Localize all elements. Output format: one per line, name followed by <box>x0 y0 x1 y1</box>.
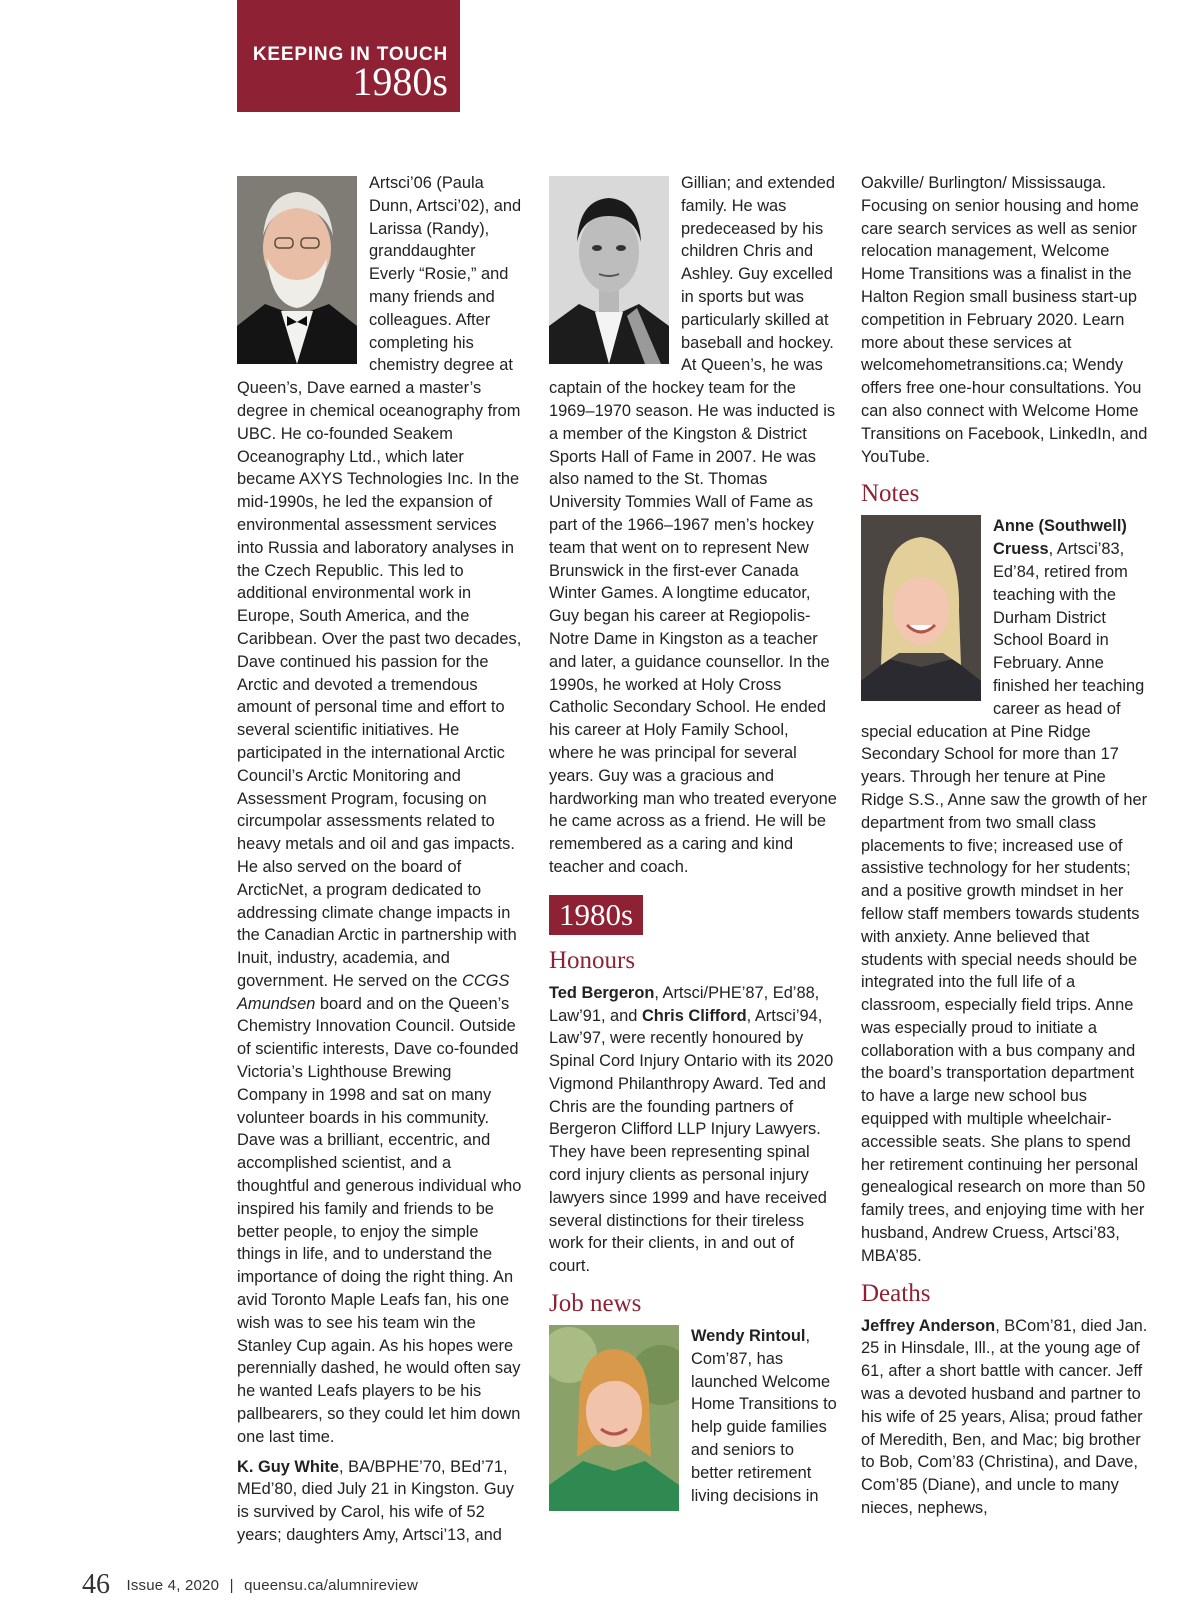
honoree-name-2: Chris Clifford <box>641 1006 747 1025</box>
job-news-heading: Job news <box>549 1290 642 1318</box>
notes-heading: Notes <box>861 480 920 508</box>
honours-text-1: , Artsci/PHE’87, Ed’88, Law’91, and <box>549 983 820 1025</box>
footer-url[interactable]: queensu.ca/alumnireview <box>244 1577 419 1594</box>
column-1 <box>237 172 525 1547</box>
obit-name-guy-white: K. Guy White <box>237 1457 339 1476</box>
column-2 <box>549 172 837 1513</box>
decade-title: 1980s <box>352 59 448 104</box>
guy-white-text-cont: Gillian; and extended family. He was predeceased by his children Chris and Ashley. Guy excelled in sports but was particularly skilled at baseball and hockey. At Queen’s, he was captain of the hockey team for the 1969–1970 season. He was inducted is a member of the Kingston & District Sports Hall of Fame in 2007. He was also named to the St. Thomas University Tommies Wall of Fame as part of the 1966–1967 men’s hockey team that went on to represent New Brunswick in the first-ever Canada Winter Games. A longtime educator, Guy began his career at Regiopolis-Notre Dame in Kingston as a teacher and later, a guidance counsellor. In the 1990s, he worked at Holy Cross Catholic Secondary School. He ended his career at Holy Family School, where he was principal for several years. Guy was a gracious and hardworking man who treated everyone he came across as a friend. He will be remembered as a caring and kind teacher and coach. <box>549 174 837 876</box>
photo-anne-cruess <box>861 515 981 701</box>
dave-bio-text: Artsci’06 (Paula Dunn, Artsci’02), and Larissa (Randy), granddaughter Everly “Rosie,” and many friends and colleagues. After completing his chemistry degree at Queen’s, Dave earned a master’s degree in chemical oceanography from UBC. He co-founded Seakem Oceanography Ltd., which later became AXYS Technologies Inc. In the mid-1990s, he led the expansion of environmental assessment services into Russia and laboratory analyses in the Czech Republic. This led to additional environmental work in Europe, South America, and the Caribbean. Over the past two decades, Dave continued his passion for the Arctic and devoted a tremendous amount of personal time and effort to several scientific initiatives. He participated in the international Arctic Council’s Arctic Monitoring and Assessment Program, focusing on circumpolar assessments related to heavy metals and oil and gas impacts. He also served on the board of ArcticNet, a program dedicated to addressing climate change impacts in the Canadian Arctic in partnership with Inuit, industry, academia, and government. He served on the <box>237 174 522 990</box>
photo-wendy-rintoul <box>549 1325 679 1511</box>
decade-label: 1980s <box>549 895 643 935</box>
page-number: 46 <box>82 1569 110 1600</box>
deaths-heading: Deaths <box>861 1279 931 1307</box>
photo-guy-white <box>549 176 669 364</box>
ship-name: CCGS Amundsen <box>237 971 510 1013</box>
footer-separator: | <box>229 1577 234 1594</box>
job-news-text-cont: Oakville/ Burlington/ Mississauga. Focusing on senior housing and home care search services as well as senior relocation management, Welcome Home Transitions was a finalist in the Halton Region small business start-up competition in February 2020. Learn more about these services at welcomehometransitions.ca; Wendy offers free one-hour consultations. You can also connect with Welcome Home Transitions on Facebook, LinkedIn, and YouTube. <box>861 174 1148 466</box>
notes-text: , Artsci’83, Ed’84, retired from teaching with the Durham District School Board in February. Anne finished her teaching career as head of special education at Pine Ridge Secondary School for more than 17 years. Through her tenure at Pine Ridge S.S., Anne saw the growth of her department from two small class placements to five; increased use of assistive technology for her students; and a positive growth mindset in her fellow staff members towards students with anxiety. Anne believed that students with special needs should be integrated into the full life of a classroom, especially field trips. Anne was especially proud to initiate a collaboration with a bus company and the board’s transportation department to have a large new school bus equipped with multiple wheelchair-accessible seats. She plans to spend her retirement continuing her personal genealogical research on more than 50 family trees, and enjoying time with her husband, Andrew Cruess, Artsci’83, MBA’85. <box>861 540 1148 1265</box>
notes-name: Anne (Southwell) Cruess <box>993 517 1127 559</box>
column-3 <box>861 172 1149 1520</box>
job-news-name: Wendy Rintoul <box>691 1327 806 1346</box>
section-title: KEEPING IN TOUCH <box>252 44 448 65</box>
honours-text-2: , Artsci’94, Law’97, were recently honoured by Spinal Cord Injury Ontario with its 2020 Vigmond Philanthropy Award. Ted and Chris are the founding partners of Bergeron Clifford LLP Injury Lawyers. They have been representing spinal cord injury clients as personal injury lawyers since 1999 and have received several distinctions for their tireless work for their clients, in and out of court. <box>549 1006 834 1276</box>
dave-bio-text-end: board and on the Queen’s Chemistry Innovation Council. Outside of scientific interests, Dave co-founded Victoria’s Lighthouse Brewing Company in 1998 and sat on many volunteer boards in his community. Dave was a brilliant, eccentric, and accomplished scientist, and a thoughtful and generous individual who inspired his family and friends to be better people, to enjoy the simple things in life, and to understand the importance of doing the right thing. An avid Toronto Maple Leafs fan, his one wish was to see his team win the Stanley Cup again. As his hopes were perennially dashed, he would often say he wanted Leafs players to be his pallbearers, so they could let him down one last time. <box>237 994 522 1446</box>
honours-heading: Honours <box>549 946 636 974</box>
guy-white-text: , BA/BPHE’70, BEd’71, MEd’80, died July 21 in Kingston. Guy is survived by Carol, his wife of 52 years; daughters Amy, Artsci’13, and <box>237 1457 514 1545</box>
job-news-text: , Com’87, has launched Welcome Home Transitions to help guide families and seniors to better retirement living decisions in <box>691 1327 837 1505</box>
issue-label: Issue 4, 2020 <box>126 1577 220 1594</box>
deaths-text: , BCom’81, died Jan. 25 in Hinsdale, Ill., at the young age of 61, after a short battle with cancer. Jeff was a devoted husband and partner to his wife of 25 years, Alisa; proud father of Meredith, Ben, and Mac; big brother to Bob, Com’83 (Christina), and Dave, Com’85 (Diane), and uncle to many nieces, nephews, <box>861 1316 1148 1518</box>
honoree-name-1: Ted Bergeron <box>549 983 655 1002</box>
deaths-name: Jeffrey Anderson <box>861 1316 996 1335</box>
photo-dave <box>237 176 357 364</box>
page-footer <box>82 1569 418 1601</box>
section-banner <box>237 0 460 112</box>
